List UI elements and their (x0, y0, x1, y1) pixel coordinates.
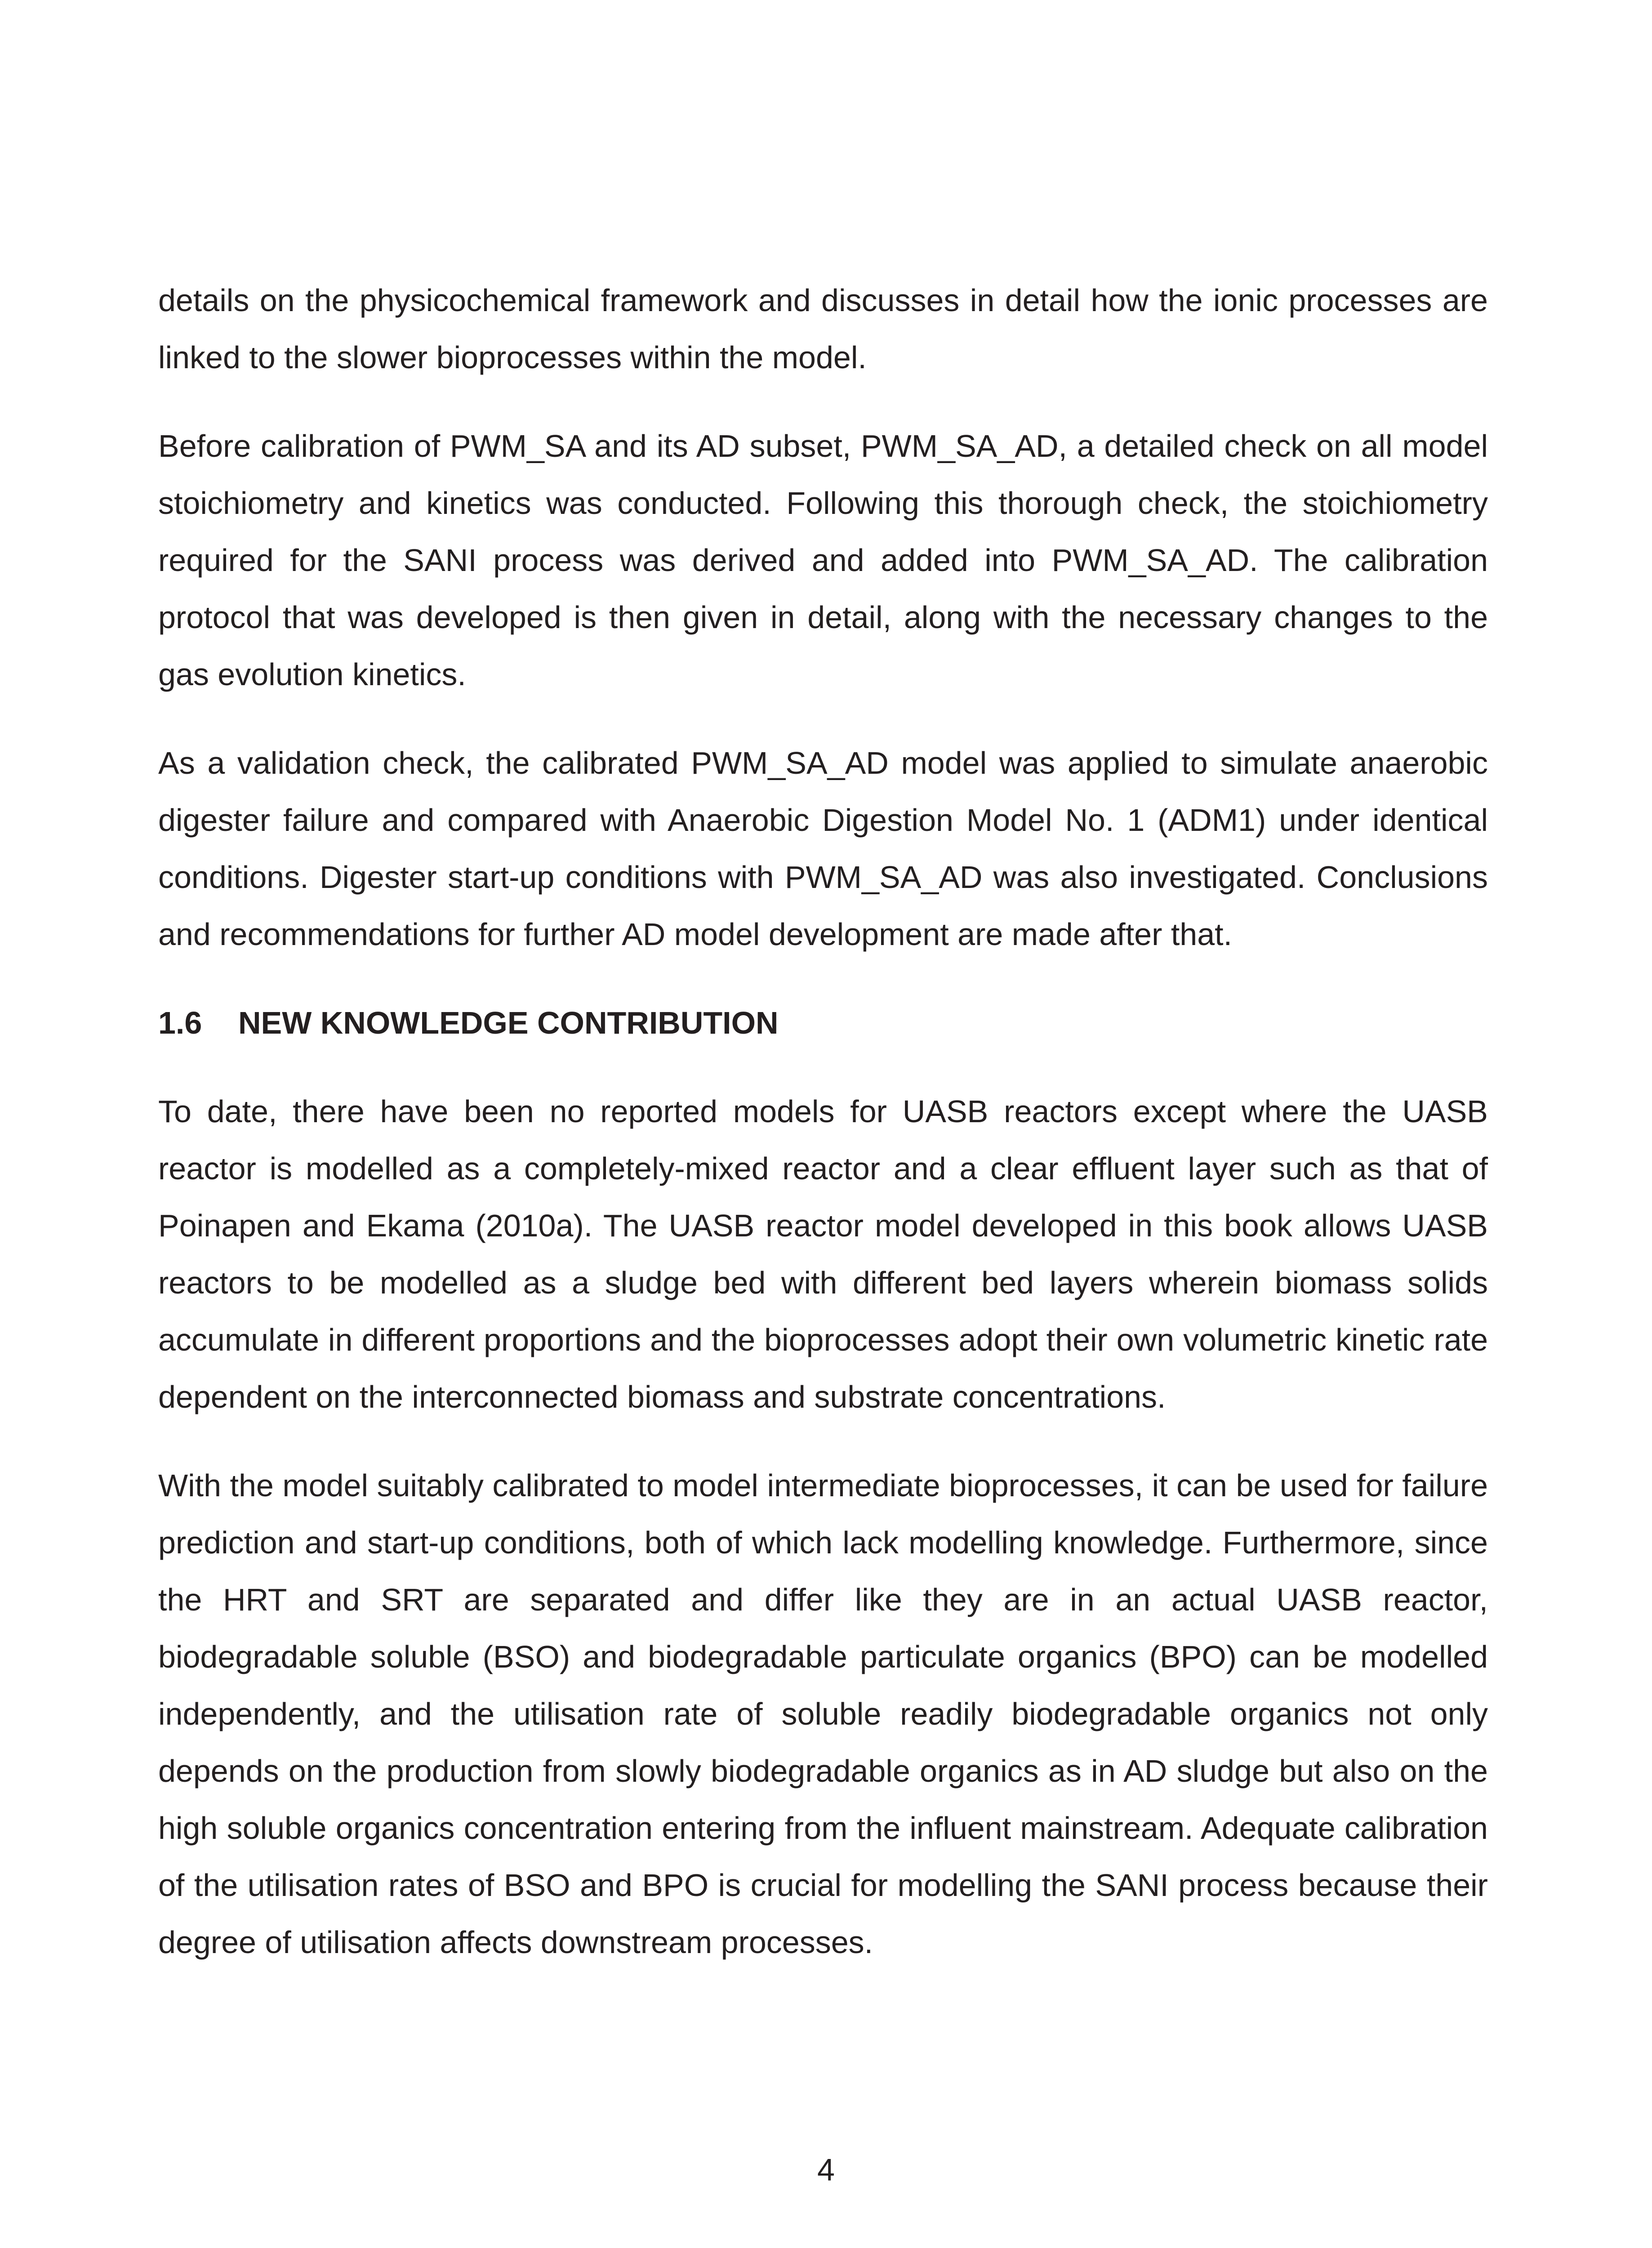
paragraph-framework-details: details on the physicochemical framework and discusses in detail how the ionic processes are linked to the slower bioprocesses within the model. (158, 283, 1488, 375)
paragraph-validation: As a validation check, the calibrated PWM_SA_AD model was applied to simulate anaerobic digester failure and compared with Anaerobic Digestion Model No. 1 (ADM1) under identical conditions. Digester start-up conditions with PWM_SA_AD was also investigated. Conclusions and recommendations for further AD model development are made after that. (158, 745, 1488, 952)
paragraph-model-calibration: With the model suitably calibrated to model intermediate bioprocesses, it can be used for failure prediction and start-up conditions, both of which lack modelling knowledge. Furthermore, since the HRT and SRT are separated and differ like they are in an actual UASB reactor, biodegradable soluble (BSO) and biodegradable particulate organics (BPO) can be modelled independently, and the utilisation rate of soluble readily biodegradable organics not only depends on the production from slowly biodegradable organics as in AD sludge but also on the high soluble organics concentration entering from the influent mainstream. Adequate calibration of the utilisation rates of BSO and BPO is crucial for modelling the SANI process because their degree of utilisation affects downstream processes. (158, 1468, 1488, 1960)
section-number: 1.6 (158, 1005, 202, 1040)
page-body (158, 272, 1488, 1971)
page-number: 4 (817, 2152, 835, 2187)
paragraph-uasb-models: To date, there have been no reported models for UASB reactors except where the UASB reactor is modelled as a completely-mixed reactor and a clear effluent layer such as that of Poinapen and Ekama (2010a). The UASB reactor model developed in this book allows UASB reactors to be modelled as a sludge bed with different bed layers wherein biomass solids accumulate in different proportions and the bioprocesses adopt their own volumetric kinetic rate dependent on the interconnected biomass and substrate concentrations. (158, 1094, 1488, 1414)
section-heading (158, 995, 1488, 1052)
section-title: NEW KNOWLEDGE CONTRIBUTION (238, 1005, 779, 1040)
paragraph-calibration: Before calibration of PWM_SA and its AD subset, PWM_SA_AD, a detailed check on all model stoichiometry and kinetics was conducted. Following this thorough check, the stoichiometry required for the SANI process was derived and added into PWM_SA_AD. The calibration protocol that was developed is then given in detail, along with the necessary changes to the gas evolution kinetics. (158, 428, 1488, 692)
